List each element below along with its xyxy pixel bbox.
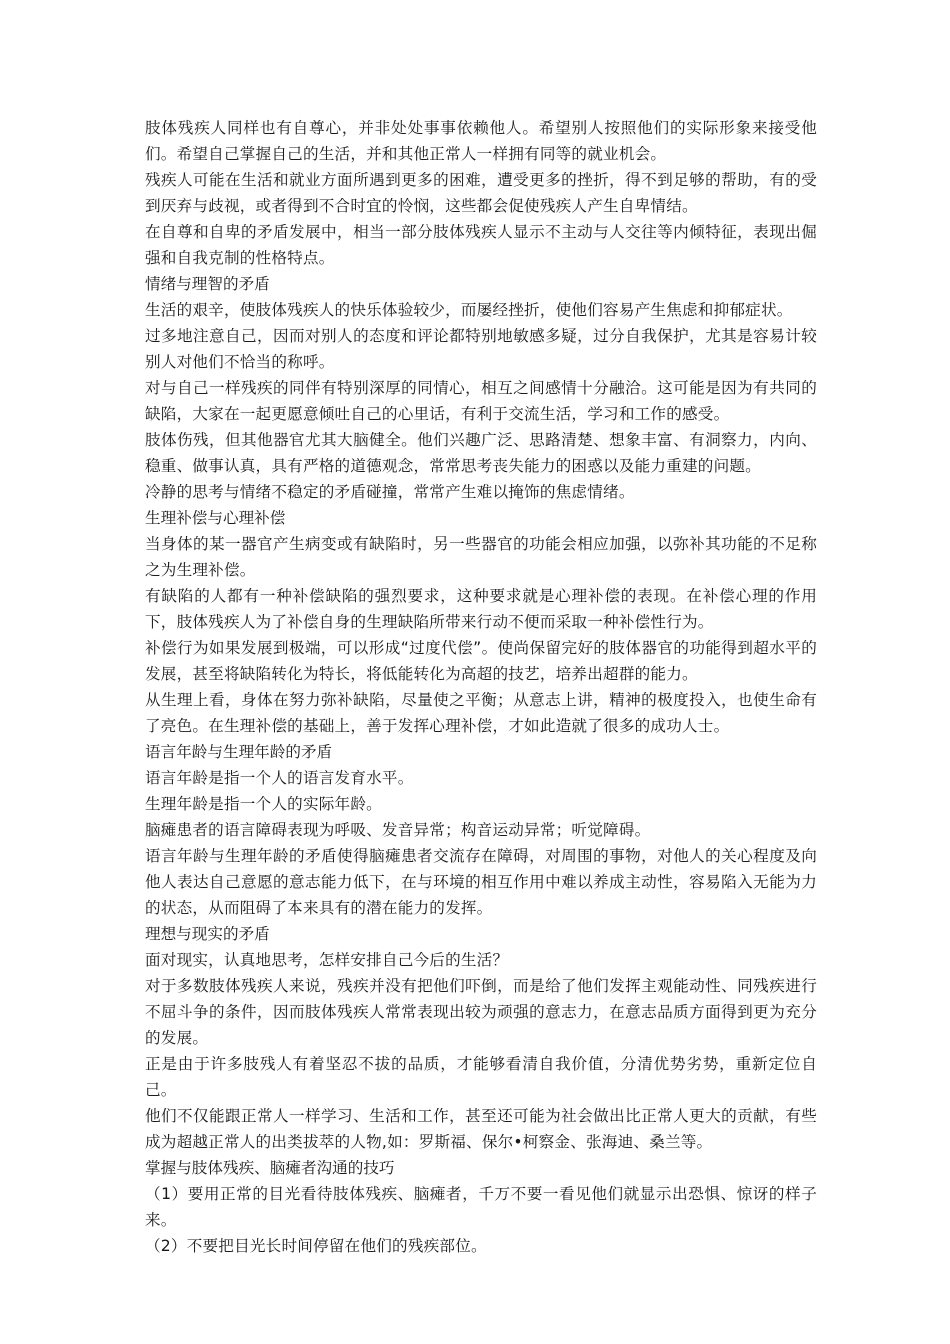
paragraph: 肢体残疾人同样也有自尊心，并非处处事事依赖他人。希望别人按照他们的实际形象来接受他们。希望自己掌握自己的生活，并和其他正常人一样拥有同等的就业机会。	[145, 119, 817, 163]
paragraph: 生活的艰辛，使肢体残疾人的快乐体验较少，而屡经挫折，使他们容易产生焦虑和抑郁症状。	[145, 301, 793, 319]
paragraph: 对于多数肢体残疾人来说，残疾并没有把他们吓倒，而是给了他们发挥主观能动性、同残疾进行不屈斗争的条件，因而肢体残疾人常常表现出较为顽强的意志力，在意志品质方面得到更为充分的发展。	[145, 977, 817, 1047]
paragraph: 脑瘫患者的语言障碍表现为呼吸、发音异常；构音运动异常；听觉障碍。	[145, 821, 651, 839]
paragraph: 残疾人可能在生活和就业方面所遇到更多的困难，遭受更多的挫折，得不到足够的帮助，有的受到厌弃与歧视，或者得到不合时宜的怜悯，这些都会促使残疾人产生自卑情结。	[145, 171, 817, 215]
document-body	[145, 115, 817, 1259]
section-heading: 情绪与理智的矛盾	[145, 275, 270, 293]
paragraph: （1）要用正常的目光看待肢体残疾、脑瘫者，千万不要一看见他们就显示出恐惧、惊讶的样子来。	[145, 1185, 817, 1229]
section-heading: 掌握与肢体残疾、脑瘫者沟通的技巧	[145, 1159, 395, 1177]
paragraph: 在自尊和自卑的矛盾发展中，相当一部分肢体残疾人显示不主动与人交往等内倾特征，表现出倔强和自我克制的性格特点。	[145, 223, 817, 267]
paragraph: 当身体的某一器官产生病变或有缺陷时，另一些器官的功能会相应加强，以弥补其功能的不足称之为生理补偿。	[145, 535, 817, 579]
paragraph: 正是由于许多肢残人有着坚忍不拔的品质，才能够看清自我价值，分清优势劣势，重新定位自己。	[145, 1055, 817, 1099]
paragraph: 生理年龄是指一个人的实际年龄。	[145, 795, 382, 813]
paragraph: 过多地注意自己，因而对别人的态度和评论都特别地敏感多疑，过分自我保护，尤其是容易计较别人对他们不恰当的称呼。	[145, 327, 817, 371]
paragraph: 语言年龄与生理年龄的矛盾使得脑瘫患者交流存在障碍，对周围的事物，对他人的关心程度及向他人表达自己意愿的意志能力低下，在与环境的相互作用中难以养成主动性，容易陷入无能为力的状态，从而阻碍了本来具有的潜在能力的发挥。	[145, 847, 817, 917]
paragraph: （2）不要把目光长时间停留在他们的残疾部位。	[145, 1237, 487, 1255]
paragraph: 他们不仅能跟正常人一样学习、生活和工作，甚至还可能为社会做出比正常人更大的贡献，有些成为超越正常人的出类拔萃的人物,如：罗斯福、保尔•柯察金、张海迪、桑兰等。	[145, 1107, 817, 1151]
paragraph: 语言年龄是指一个人的语言发育水平。	[145, 769, 414, 787]
section-heading: 生理补偿与心理补偿	[145, 509, 286, 527]
paragraph: 面对现实，认真地思考，怎样安排自己今后的生活？	[145, 951, 509, 969]
paragraph: 有缺陷的人都有一种补偿缺陷的强烈要求，这种要求就是心理补偿的表现。在补偿心理的作用下，肢体残疾人为了补偿自身的生理缺陷所带来行动不便而采取一种补偿性行为。	[145, 587, 817, 631]
section-heading: 语言年龄与生理年龄的矛盾	[145, 743, 333, 761]
paragraph: 从生理上看，身体在努力弥补缺陷，尽量使之平衡；从意志上讲，精神的极度投入，也使生命有了亮色。在生理补偿的基础上，善于发挥心理补偿，才如此造就了很多的成功人士。	[145, 691, 817, 735]
paragraph: 补偿行为如果发展到极端，可以形成“过度代偿”。使尚保留完好的肢体器官的功能得到超水平的发展，甚至将缺陷转化为特长，将低能转化为高超的技艺，培养出超群的能力。	[145, 639, 817, 683]
paragraph: 冷静的思考与情绪不稳定的矛盾碰撞，常常产生难以掩饰的焦虑情绪。	[145, 483, 635, 501]
paragraph: 对与自己一样残疾的同伴有特别深厚的同情心，相互之间感情十分融洽。这可能是因为有共同的缺陷，大家在一起更愿意倾吐自己的心里话，有利于交流生活，学习和工作的感受。	[145, 379, 817, 423]
section-heading: 理想与现实的矛盾	[145, 925, 270, 943]
paragraph: 肢体伤残，但其他器官尤其大脑健全。他们兴趣广泛、思路清楚、想象丰富、有洞察力，内向、稳重、做事认真，具有严格的道德观念，常常思考丧失能力的困惑以及能力重建的问题。	[145, 431, 817, 475]
